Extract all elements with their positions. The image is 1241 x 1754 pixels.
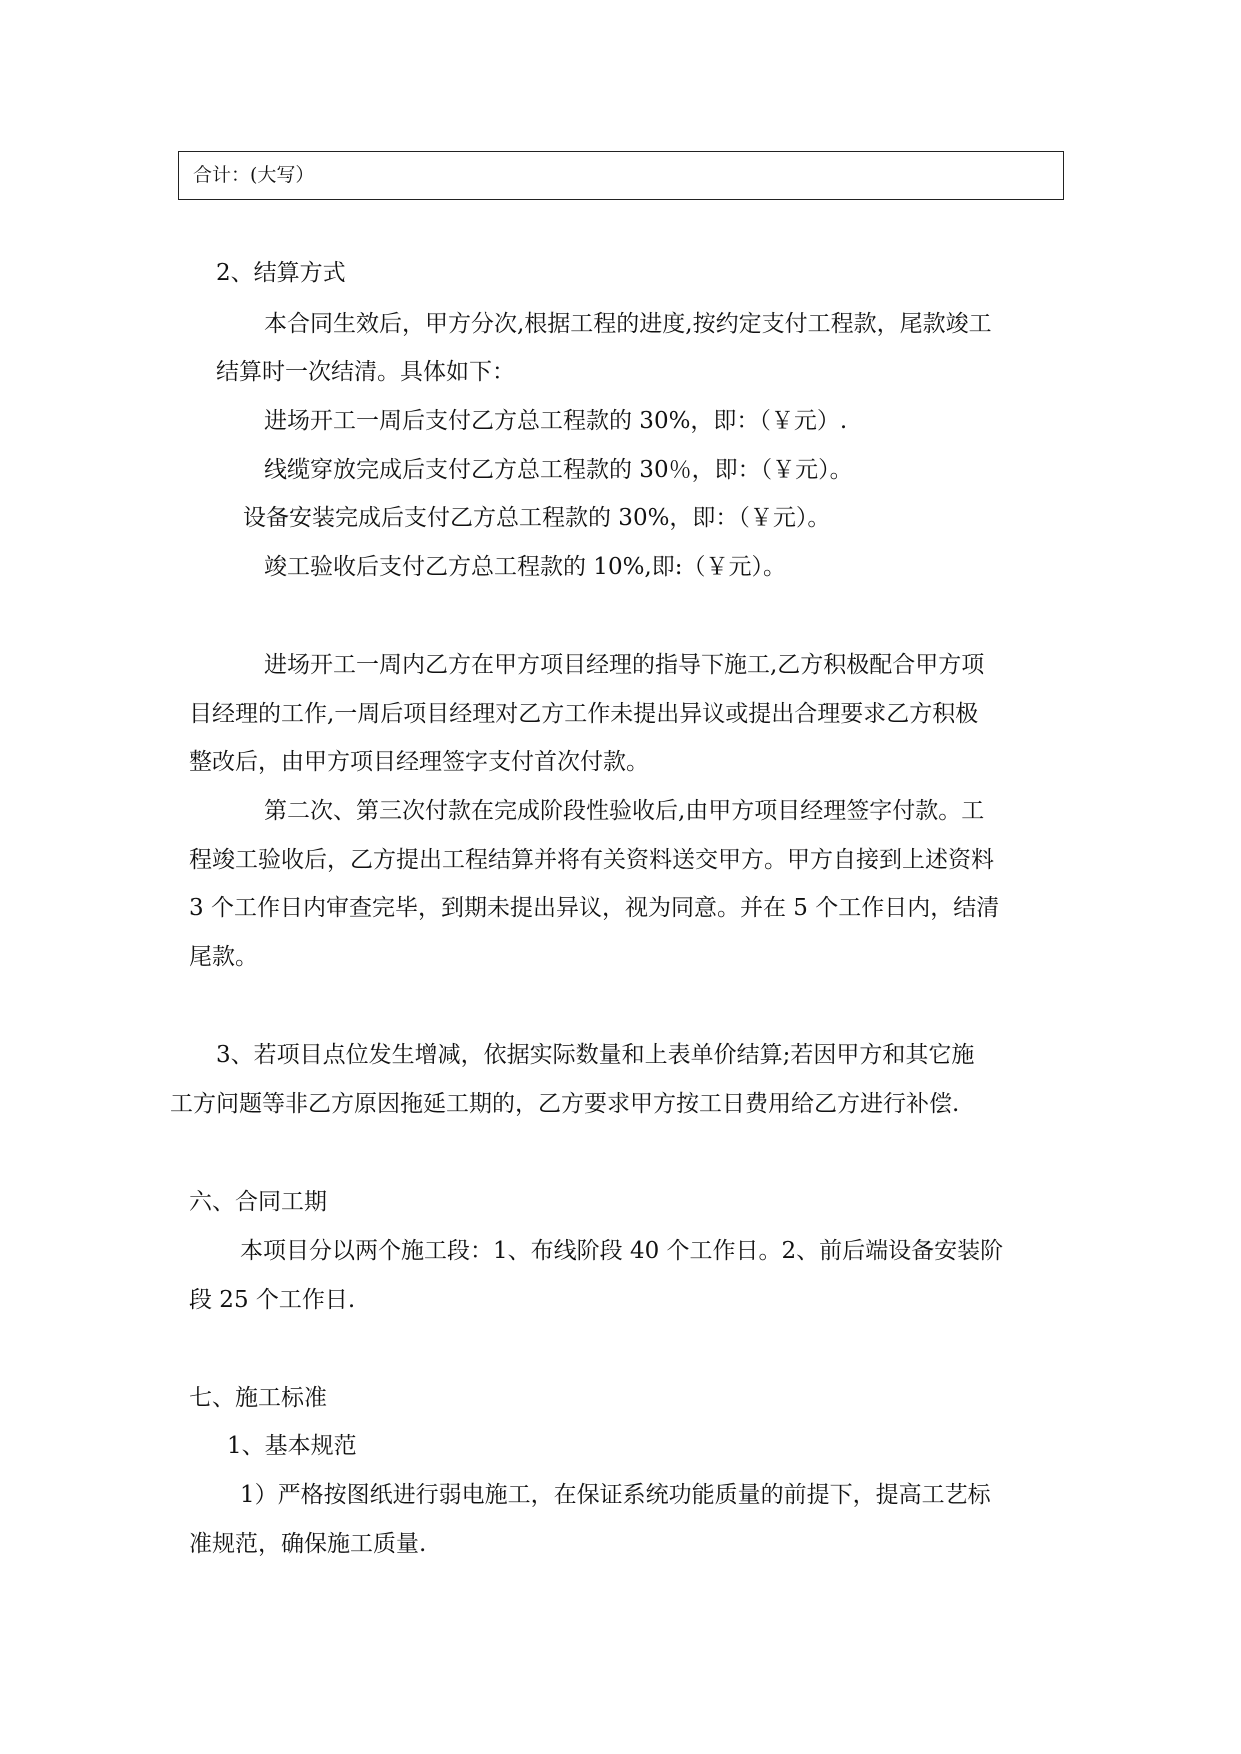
basic-spec-line: 1）严格按图纸进行弱电施工，在保证系统功能质量的前提下，提高工艺标 xyxy=(240,1482,991,1508)
payment-item: 设备安装完成后支付乙方总工程款的 30%，即：（￥元）。 xyxy=(243,505,831,531)
payment-paragraph-line: 整改后，由甲方项目经理签字支付首次付款。 xyxy=(189,749,649,775)
settlement-intro-line: 结算时一次结清。具体如下： xyxy=(216,359,515,385)
payment-paragraph-line: 3 个工作日内审查完毕，到期未提出异议，视为同意。并在 5 个工作日内，结清 xyxy=(189,895,1000,921)
payment-paragraph-line: 进场开工一周内乙方在甲方项目经理的指导下施工,乙方积极配合甲方项 xyxy=(264,652,985,678)
payment-item: 进场开工一周后支付乙方总工程款的 30%，即：（￥元）. xyxy=(264,408,848,434)
total-amount-box xyxy=(178,151,1064,200)
item-3-line: 3、若项目点位发生增减，依据实际数量和上表单价结算;若因甲方和其它施 xyxy=(216,1042,975,1068)
basic-spec-heading: 1、基本规范 xyxy=(227,1433,357,1459)
payment-paragraph-line: 第二次、第三次付款在完成阶段性验收后,由甲方项目经理签字付款。工 xyxy=(264,798,985,824)
payment-paragraph-line: 程竣工验收后，乙方提出工程结算并将有关资料送交甲方。甲方自接到上述资料 xyxy=(189,847,994,873)
settlement-intro-line: 本合同生效后，甲方分次,根据工程的进度,按约定支付工程款，尾款竣工 xyxy=(264,311,992,337)
payment-item: 竣工验收后支付乙方总工程款的 10%,即:（￥元）。 xyxy=(264,554,786,580)
total-amount-label: 合计：(大写） xyxy=(193,164,315,186)
payment-paragraph-line: 尾款。 xyxy=(189,944,258,970)
contract-period-heading: 六、合同工期 xyxy=(189,1189,327,1215)
payment-item: 线缆穿放完成后支付乙方总工程款的 30％，即：（￥元）。 xyxy=(264,457,853,483)
payment-paragraph-line: 目经理的工作,一周后项目经理对乙方工作未提出异议或提出合理要求乙方积极 xyxy=(189,701,979,727)
item-3-line: 工方问题等非乙方原因拖延工期的，乙方要求甲方按工日费用给乙方进行补偿. xyxy=(170,1091,960,1117)
basic-spec-line: 准规范，确保施工质量. xyxy=(189,1531,427,1557)
contract-period-line: 段 25 个工作日. xyxy=(189,1287,356,1313)
construction-standard-heading: 七、施工标准 xyxy=(189,1385,327,1411)
settlement-heading: 2、结算方式 xyxy=(216,260,346,286)
contract-period-line: 本项目分以两个施工段：1、布线阶段 40 个工作日。2、前后端设备安装阶 xyxy=(240,1238,1004,1264)
